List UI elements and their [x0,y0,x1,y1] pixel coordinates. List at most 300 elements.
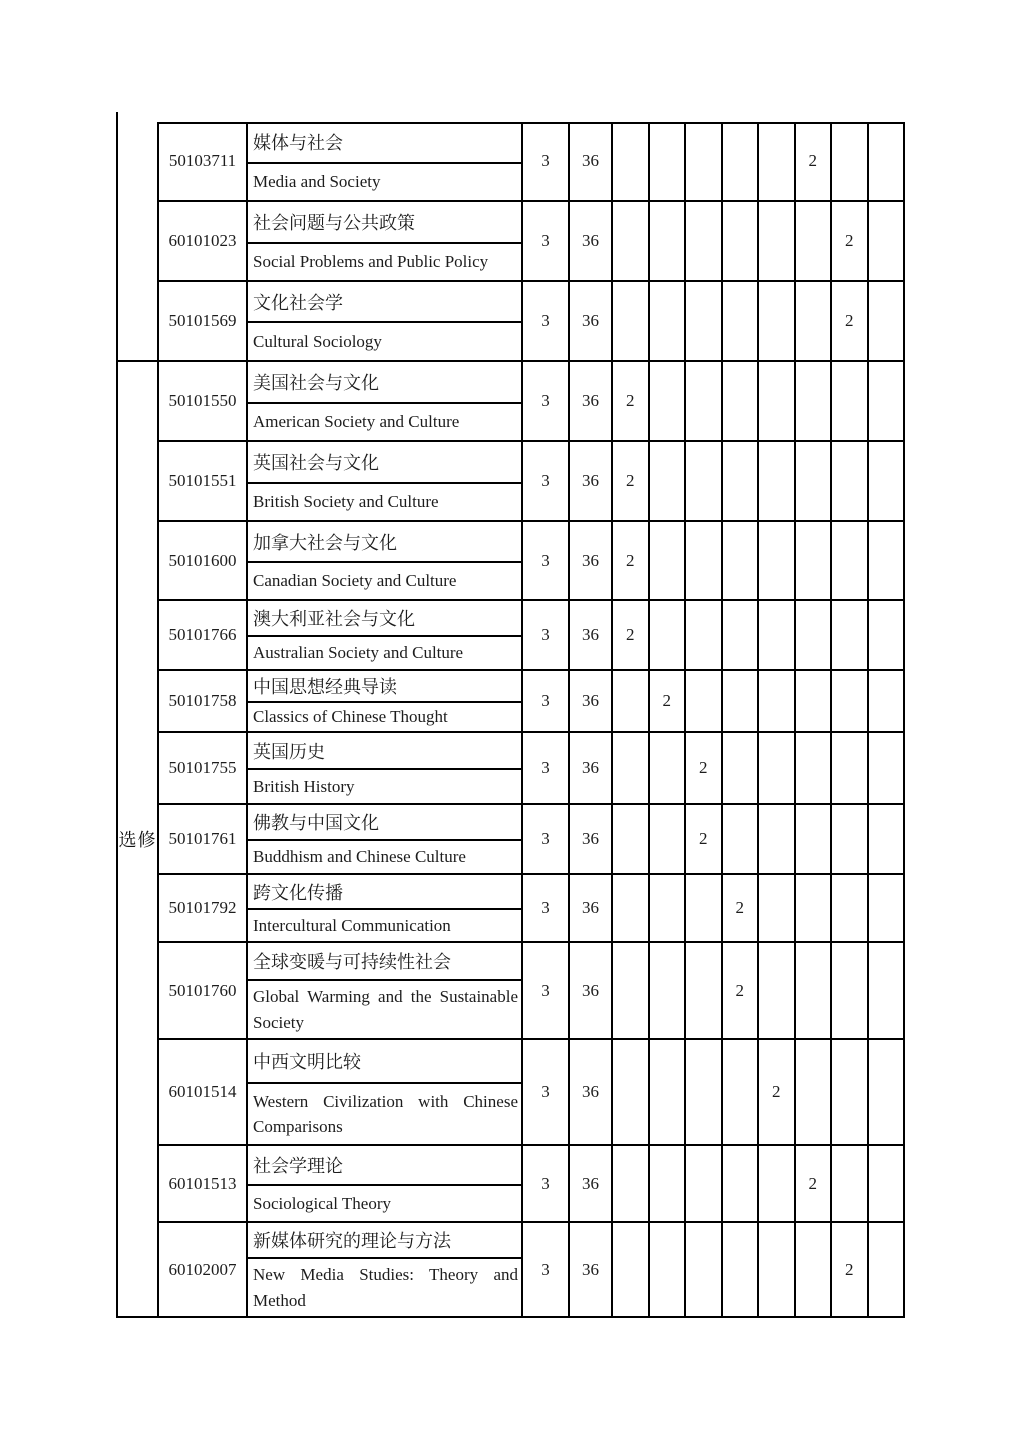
semester-cell-3 [686,522,723,599]
credits-value: 3 [541,550,550,570]
semester-cell-7 [832,875,869,941]
course-name-en [248,323,521,360]
hours-cell [570,943,613,1038]
course-row [159,522,903,601]
credits-value: 3 [541,1082,550,1101]
course-name-cn [248,671,521,703]
hours-value: 36 [582,1259,599,1279]
hours-cell [570,671,613,731]
course-name-cn [248,1040,521,1084]
curriculum-table [116,122,905,1318]
credits-value: 3 [541,625,550,644]
semester-cell-2 [650,1146,687,1221]
semester-cell-6 [796,522,833,599]
course-row [159,1146,903,1223]
course-name-cn [248,362,521,404]
semester-cell-5 [759,202,796,280]
semester-cell-1 [613,122,650,200]
course-name-en-text: Media and Society [253,172,381,192]
semester-cell-6 [796,282,833,360]
course-name-cell [248,671,523,731]
course-code: 60101513 [168,1173,237,1193]
semester-cell-4 [723,202,760,280]
credits-cell [523,522,570,599]
course-code-cell [159,1146,248,1221]
course-row [159,442,903,522]
course-name-cn [248,1223,521,1259]
course-name-cell [248,362,523,440]
course-code-cell [159,805,248,873]
credits-value: 3 [541,829,550,848]
course-name-en [248,404,521,440]
course-code: 50101758 [168,691,237,710]
course-row [159,1040,903,1146]
course-code-cell [159,202,248,280]
credits-cell [523,442,570,520]
course-name-en [248,637,521,669]
course-code: 60101023 [168,231,237,250]
semester-cell-2 [650,442,687,520]
hours-cell [570,875,613,941]
course-name-cn-text: 加拿大社会与文化 [253,532,397,553]
semester-cell-7 [832,601,869,669]
course-name-en-text: Canadian Society and Culture [253,571,457,591]
credits-value: 3 [541,758,550,777]
hours-value: 36 [582,758,599,777]
credits-cell [523,943,570,1038]
semester-cell-8 [869,1040,904,1144]
course-code-cell [159,943,248,1038]
semester-value: 2 [626,550,635,570]
course-name-en [248,1186,521,1221]
hours-cell [570,202,613,280]
credits-cell [523,875,570,941]
semester-cell-1 [613,362,650,440]
semester-cell-8 [869,1223,904,1316]
course-code: 50101600 [168,550,237,570]
semester-cell-5 [759,362,796,440]
course-name-cn-text: 中国思想经典导读 [253,677,397,697]
course-name-en-text: Intercultural Communication [253,915,451,935]
semester-cell-2 [650,671,687,731]
semester-cell-1 [613,805,650,873]
course-row [159,282,903,360]
semester-cell-4 [723,943,760,1038]
semester-cell-3 [686,362,723,440]
course-name-cn [248,733,521,770]
semester-cell-8 [869,282,904,360]
course-code: 50101569 [168,311,237,330]
semester-cell-4 [723,1040,760,1144]
credits-value: 3 [541,311,550,330]
course-name-en [248,703,521,731]
course-name-cn [248,522,521,563]
semester-cell-3 [686,733,723,803]
semester-cell-7 [832,1146,869,1221]
course-code: 50101551 [168,471,237,490]
semester-cell-6 [796,202,833,280]
credits-value: 3 [541,898,550,917]
semester-cell-3 [686,805,723,873]
course-name-en [248,770,521,803]
credits-cell [523,1223,570,1316]
hours-value: 36 [582,1082,599,1101]
course-name-en [248,1259,521,1316]
semester-cell-6 [796,1040,833,1144]
semester-cell-7 [832,282,869,360]
semester-cell-1 [613,1146,650,1221]
semester-cell-1 [613,733,650,803]
hours-value: 36 [582,311,599,330]
course-name-cell [248,1223,523,1316]
semester-cell-1 [613,671,650,731]
credits-value: 3 [541,691,550,710]
table-left-border-stub [116,112,118,122]
hours-value: 36 [582,829,599,848]
semester-value: 2 [808,151,817,170]
course-name-cn [248,122,521,164]
semester-cell-8 [869,522,904,599]
course-row [159,202,903,282]
course-code: 60102007 [168,1259,237,1279]
course-row [159,805,903,875]
hours-cell [570,1146,613,1221]
course-name-cell [248,1146,523,1221]
course-name-cn-text: 澳大利亚社会与文化 [253,609,415,629]
semester-cell-5 [759,122,796,200]
semester-cell-2 [650,202,687,280]
course-name-cn-text: 英国历史 [253,741,325,762]
semester-cell-4 [723,522,760,599]
course-name-cn [248,1146,521,1186]
course-name-en [248,164,521,200]
course-name-cell [248,442,523,520]
course-name-cn-text: 全球变暖与可持续性社会 [253,952,451,972]
semester-cell-4 [723,1223,760,1316]
course-name-en-text: Cultural Sociology [253,331,382,351]
semester-cell-3 [686,601,723,669]
course-name-en-text: American Society and Culture [253,412,460,432]
course-name-cn-text: 文化社会学 [253,292,343,313]
semester-cell-4 [723,442,760,520]
course-code: 50101792 [168,898,237,917]
semester-cell-3 [686,1146,723,1221]
course-name-cell [248,805,523,873]
course-name-en [248,910,521,941]
hours-cell [570,601,613,669]
course-name-cn-text: 社会问题与公共政策 [253,213,415,233]
course-code-cell [159,122,248,200]
semester-cell-7 [832,522,869,599]
semester-cell-7 [832,122,869,200]
course-name-cell [248,601,523,669]
semester-value: 2 [735,898,744,917]
course-name-cn-text: 社会学理论 [253,1156,343,1176]
semester-cell-6 [796,805,833,873]
course-name-en [248,244,521,280]
semester-cell-3 [686,282,723,360]
semester-cell-6 [796,601,833,669]
category-label: 选修 [118,830,157,850]
course-name-en-text: Classics of Chinese Thought [253,707,448,727]
semester-cell-5 [759,671,796,731]
semester-cell-3 [686,875,723,941]
credits-value: 3 [541,231,550,250]
semester-value: 2 [845,311,854,330]
credits-value: 3 [541,471,550,490]
semester-cell-7 [832,202,869,280]
semester-value: 2 [772,1082,781,1101]
course-name-cn-text: 英国社会与文化 [253,453,379,473]
semester-cell-6 [796,875,833,941]
semester-cell-7 [832,1223,869,1316]
credits-cell [523,1146,570,1221]
semester-cell-8 [869,601,904,669]
semester-cell-2 [650,601,687,669]
course-name-en-text: Buddhism and Chinese Culture [253,847,466,867]
course-name-en [248,981,521,1038]
course-code-cell [159,442,248,520]
course-code: 50101550 [168,391,237,410]
course-name-cell [248,1040,523,1144]
semester-cell-3 [686,202,723,280]
semester-cell-3 [686,442,723,520]
credits-value: 3 [541,1173,550,1193]
credits-cell [523,282,570,360]
course-name-en-text: Global Warming and the Sustainable Society [253,987,518,1032]
course-name-cell [248,122,523,200]
semester-value: 2 [808,1173,817,1193]
semester-cell-2 [650,282,687,360]
semester-cell-2 [650,943,687,1038]
semester-cell-5 [759,522,796,599]
semester-cell-2 [650,805,687,873]
semester-cell-4 [723,122,760,200]
semester-cell-8 [869,733,904,803]
course-name-en-text: Social Problems and Public Policy [253,252,489,272]
semester-cell-4 [723,282,760,360]
course-name-en [248,563,521,599]
semester-cell-8 [869,875,904,941]
course-name-cn-text: 新媒体研究的理论与方法 [253,1231,451,1251]
course-row [159,943,903,1040]
semester-cell-5 [759,282,796,360]
course-name-cell [248,733,523,803]
course-name-cn [248,202,521,244]
semester-cell-3 [686,122,723,200]
semester-cell-5 [759,943,796,1038]
semester-cell-3 [686,943,723,1038]
course-name-cell [248,202,523,280]
semester-cell-5 [759,442,796,520]
semester-cell-8 [869,442,904,520]
semester-cell-4 [723,805,760,873]
course-code-cell [159,1223,248,1316]
course-name-en-text: Australian Society and Culture [253,643,464,663]
semester-cell-4 [723,1146,760,1221]
semester-value: 2 [626,391,635,410]
course-code-cell [159,522,248,599]
semester-cell-5 [759,805,796,873]
semester-value: 2 [662,691,671,710]
course-name-cn-text: 跨文化传播 [253,882,343,903]
course-rows [159,122,903,360]
course-row [159,875,903,943]
hours-value: 36 [582,980,599,1000]
hours-cell [570,1223,613,1316]
semester-cell-4 [723,362,760,440]
semester-cell-6 [796,122,833,200]
hours-value: 36 [582,151,599,170]
semester-cell-8 [869,122,904,200]
semester-cell-7 [832,805,869,873]
credits-cell [523,1040,570,1144]
hours-value: 36 [582,898,599,917]
semester-cell-3 [686,671,723,731]
course-block [118,122,903,362]
semester-cell-6 [796,362,833,440]
course-row [159,601,903,671]
hours-value: 36 [582,550,599,570]
credits-cell [523,122,570,200]
semester-cell-7 [832,442,869,520]
semester-cell-5 [759,1040,796,1144]
course-code: 50103711 [168,151,237,170]
course-name-cell [248,875,523,941]
course-code: 50101760 [168,980,237,1000]
course-name-en [248,484,521,520]
course-code-cell [159,733,248,803]
hours-value: 36 [582,231,599,250]
semester-cell-8 [869,362,904,440]
credits-cell [523,733,570,803]
course-name-cn-text: 佛教与中国文化 [253,813,379,833]
semester-cell-1 [613,202,650,280]
course-code-cell [159,282,248,360]
hours-value: 36 [582,391,599,410]
course-code-cell [159,1040,248,1144]
course-code-cell [159,671,248,731]
semester-cell-2 [650,362,687,440]
course-name-cn [248,943,521,981]
semester-value: 2 [845,231,854,250]
semester-cell-6 [796,1146,833,1221]
credits-value: 3 [541,980,550,1000]
semester-value: 2 [626,625,635,644]
hours-cell [570,122,613,200]
semester-cell-1 [613,442,650,520]
semester-cell-2 [650,733,687,803]
semester-value: 2 [699,829,708,848]
semester-cell-5 [759,601,796,669]
semester-value: 2 [626,471,635,490]
credits-value: 3 [541,391,550,410]
hours-value: 36 [582,1173,599,1193]
hours-value: 36 [582,625,599,644]
credits-cell [523,202,570,280]
semester-value: 2 [699,758,708,777]
course-row [159,671,903,733]
course-row [159,122,903,202]
credits-cell [523,362,570,440]
course-name-cn-text: 中西文明比较 [253,1052,361,1072]
hours-cell [570,522,613,599]
credits-cell [523,805,570,873]
course-code-cell [159,601,248,669]
course-name-cn-text: 美国社会与文化 [253,373,379,393]
semester-cell-8 [869,671,904,731]
course-name-en-text: New Media Studies: Theory and Method [253,1265,518,1310]
course-rows [159,362,903,1316]
semester-cell-7 [832,943,869,1038]
course-code-cell [159,875,248,941]
semester-cell-7 [832,1040,869,1144]
course-name-en-text: Sociological Theory [253,1193,392,1213]
course-name-cn-text: 媒体与社会 [253,133,343,153]
semester-cell-1 [613,1223,650,1316]
hours-cell [570,442,613,520]
semester-cell-2 [650,1223,687,1316]
semester-cell-2 [650,1040,687,1144]
course-row [159,733,903,805]
semester-cell-6 [796,671,833,731]
category-cell [118,122,159,360]
credits-value: 3 [541,1259,550,1279]
semester-cell-6 [796,943,833,1038]
course-name-cell [248,522,523,599]
semester-cell-4 [723,671,760,731]
hours-cell [570,282,613,360]
semester-cell-5 [759,875,796,941]
course-name-cell [248,943,523,1038]
semester-cell-1 [613,875,650,941]
semester-cell-7 [832,733,869,803]
semester-cell-7 [832,362,869,440]
semester-cell-5 [759,1146,796,1221]
course-code: 60101514 [168,1082,237,1101]
hours-cell [570,805,613,873]
semester-cell-8 [869,943,904,1038]
semester-cell-7 [832,671,869,731]
semester-cell-6 [796,442,833,520]
hours-value: 36 [582,691,599,710]
semester-cell-1 [613,1040,650,1144]
course-block [118,362,903,1316]
course-code: 50101761 [168,829,237,848]
semester-cell-3 [686,1223,723,1316]
course-name-cn [248,875,521,910]
course-name-cn [248,282,521,323]
course-name-cn [248,805,521,841]
semester-cell-5 [759,733,796,803]
course-name-en [248,1084,521,1144]
course-name-en [248,841,521,873]
semester-cell-1 [613,601,650,669]
credits-cell [523,601,570,669]
course-name-en-text: British Society and Culture [253,492,439,512]
course-code-cell [159,362,248,440]
course-name-en-text: British History [253,776,355,796]
hours-cell [570,733,613,803]
semester-cell-4 [723,601,760,669]
course-name-cn [248,601,521,637]
credits-value: 3 [541,151,550,170]
hours-cell [570,1040,613,1144]
semester-cell-3 [686,1040,723,1144]
category-cell [118,362,159,1316]
semester-cell-1 [613,522,650,599]
course-row [159,362,903,442]
